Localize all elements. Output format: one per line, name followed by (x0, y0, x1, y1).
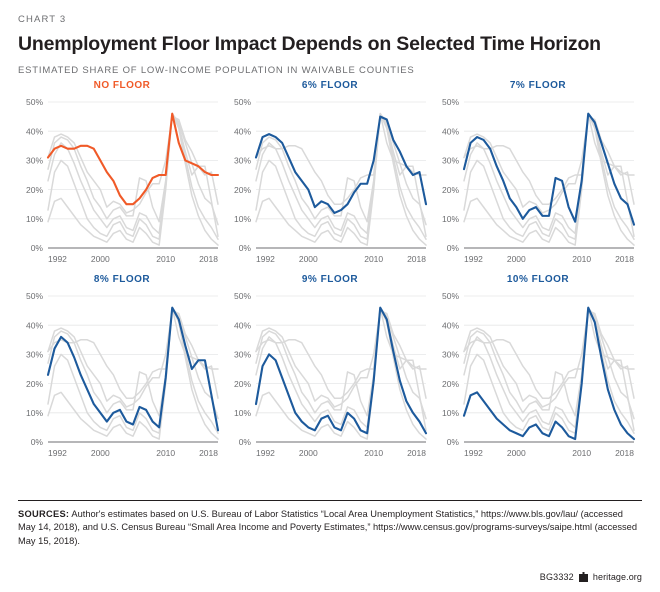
y-axis-tick-label: 20% (25, 378, 43, 389)
x-axis-tick-label: 2010 (156, 254, 176, 264)
x-axis-tick-label: 2018 (615, 448, 634, 458)
x-axis-tick-label: 2000 (298, 254, 318, 264)
ghost-series-line (256, 114, 426, 245)
y-axis-tick-label: 40% (233, 320, 251, 331)
y-axis-tick-label: 50% (233, 97, 251, 108)
brand-name: heritage.org (592, 572, 642, 582)
panel-9-floor (226, 274, 434, 468)
x-axis-tick-label: 1992 (48, 448, 67, 458)
y-axis-tick-label: 10% (441, 408, 459, 418)
y-axis-tick-label: 0% (446, 437, 459, 448)
chart-number: CHART 3 (18, 14, 67, 25)
y-axis-tick-label: 30% (233, 349, 251, 360)
chart-footer (540, 572, 642, 582)
y-axis-tick-label: 10% (25, 408, 43, 418)
x-axis-tick-label: 2000 (506, 254, 526, 264)
x-axis-tick-label: 2018 (407, 254, 426, 264)
chart-row-bottom (18, 274, 642, 468)
y-axis-tick-label: 30% (233, 155, 251, 166)
plot-svg-7-floor (434, 96, 642, 274)
x-axis-tick-label: 2010 (364, 448, 384, 458)
ghost-series-line (464, 308, 634, 434)
ghost-series-line (464, 114, 634, 245)
plot-svg-6-floor (226, 96, 434, 274)
ghost-series-line (48, 114, 218, 245)
highlight-series-line (464, 308, 634, 439)
plot-10-floor (434, 290, 642, 468)
ghost-series-line (464, 308, 634, 419)
y-axis-tick-label: 50% (441, 97, 459, 108)
page-title: Unemployment Floor Impact Depends on Selected Time Horizon (18, 33, 601, 55)
y-axis-tick-label: 30% (441, 349, 459, 360)
y-axis-tick-label: 0% (30, 243, 43, 254)
ghost-series-line (48, 308, 218, 439)
y-axis-tick-label: 0% (446, 243, 459, 254)
x-axis-tick-label: 1992 (256, 254, 275, 264)
y-axis-tick-label: 40% (233, 126, 251, 137)
plot-svg-8-floor (18, 290, 226, 468)
panel-title-7-floor: 7% FLOOR (509, 80, 567, 91)
panel-10-floor (434, 274, 642, 468)
y-axis-tick-label: 40% (25, 320, 43, 331)
y-axis-tick-label: 10% (441, 214, 459, 224)
x-axis-tick-label: 2010 (156, 448, 176, 458)
ghost-series-line (48, 308, 218, 434)
y-axis-tick-label: 50% (233, 291, 251, 302)
y-axis-tick-label: 50% (25, 97, 43, 108)
y-axis-tick-label: 10% (25, 214, 43, 224)
x-axis-tick-label: 1992 (464, 254, 483, 264)
ghost-series-line (48, 114, 218, 240)
x-axis-tick-label: 1992 (464, 448, 483, 458)
y-axis-tick-label: 20% (233, 184, 251, 195)
ghost-series-line (256, 114, 426, 225)
plot-svg-10-floor (434, 290, 642, 468)
y-axis-tick-label: 0% (30, 437, 43, 448)
x-axis-tick-label: 1992 (256, 448, 275, 458)
panel-title-10-floor: 10% FLOOR (506, 274, 570, 285)
y-axis-tick-label: 50% (25, 291, 43, 302)
y-axis-tick-label: 20% (441, 378, 459, 389)
highlight-series-line (48, 308, 218, 431)
panel-no-floor (18, 80, 226, 274)
x-axis-tick-label: 2010 (572, 448, 592, 458)
panel-6-floor (226, 80, 434, 274)
ghost-series-line (256, 308, 426, 431)
y-axis-tick-label: 20% (233, 378, 251, 389)
plot-svg-9-floor (226, 290, 434, 468)
x-axis-tick-label: 2010 (572, 254, 592, 264)
plot-6-floor (226, 96, 434, 274)
panel-title-no-floor: NO FLOOR (93, 80, 151, 91)
ghost-series-line (48, 308, 218, 419)
y-axis-tick-label: 40% (25, 126, 43, 137)
x-axis-tick-label: 2010 (364, 254, 384, 264)
plot-7-floor (434, 96, 642, 274)
x-axis-tick-label: 2000 (506, 448, 526, 458)
y-axis-tick-label: 40% (441, 126, 459, 137)
y-axis-tick-label: 30% (25, 155, 43, 166)
x-axis-tick-label: 2018 (199, 448, 218, 458)
x-axis-tick-label: 1992 (48, 254, 67, 264)
ghost-series-line (256, 114, 426, 237)
ghost-series-line (256, 308, 426, 419)
x-axis-tick-label: 2000 (298, 448, 318, 458)
plot-8-floor (18, 290, 226, 468)
panel-title-6-floor: 6% FLOOR (301, 80, 359, 91)
footer-divider (18, 500, 642, 501)
panel-title-8-floor: 8% FLOOR (93, 274, 151, 285)
x-axis-tick-label: 2018 (407, 448, 426, 458)
plot-svg-no-floor (18, 96, 226, 274)
chart-row-top (18, 80, 642, 274)
ghost-series-line (48, 114, 218, 225)
y-axis-tick-label: 50% (441, 291, 459, 302)
ghost-series-line (464, 114, 634, 237)
sources-note (18, 508, 642, 548)
ghost-series-line (464, 308, 634, 431)
sources-label: SOURCES: (18, 509, 70, 519)
report-id: BG3332 (539, 572, 574, 582)
y-axis-tick-label: 10% (233, 408, 251, 418)
panel-7-floor (434, 80, 642, 274)
sources-text: Author's estimates based on U.S. Bureau of Labor Statistics “Local Area Unemployment Statistics,” https://www.bls.gov/lau/ (accessed May 14, 2018), and U.S. Census Bureau “Small Area Income and Poverty Estimates,” https://www.census.gov/programs-surveys/saipe.html (accessed May 15, 2018). (18, 509, 638, 546)
y-axis-tick-label: 20% (441, 184, 459, 195)
highlight-series-line (464, 114, 634, 225)
ghost-series-line (464, 114, 634, 240)
chart-subtitle: ESTIMATED SHARE OF LOW-INCOME POPULATION IN WAIVABLE COUNTIES (18, 65, 415, 76)
x-axis-tick-label: 2018 (199, 254, 218, 264)
ghost-series-line (256, 114, 426, 240)
y-axis-tick-label: 10% (233, 214, 251, 224)
plot-no-floor (18, 96, 226, 274)
panel-title-9-floor: 9% FLOOR (301, 274, 359, 285)
x-axis-tick-label: 2000 (90, 448, 110, 458)
heritage-logo-icon (579, 572, 588, 582)
small-multiples-grid (18, 80, 642, 468)
x-axis-tick-label: 2000 (90, 254, 110, 264)
y-axis-tick-label: 0% (238, 243, 251, 254)
y-axis-tick-label: 40% (441, 320, 459, 331)
x-axis-tick-label: 2018 (615, 254, 634, 264)
ghost-series-line (48, 114, 218, 237)
panel-8-floor (18, 274, 226, 468)
highlight-series-line (256, 308, 426, 434)
y-axis-tick-label: 20% (25, 184, 43, 195)
y-axis-tick-label: 30% (25, 349, 43, 360)
plot-9-floor (226, 290, 434, 468)
y-axis-tick-label: 0% (238, 437, 251, 448)
y-axis-tick-label: 30% (441, 155, 459, 166)
